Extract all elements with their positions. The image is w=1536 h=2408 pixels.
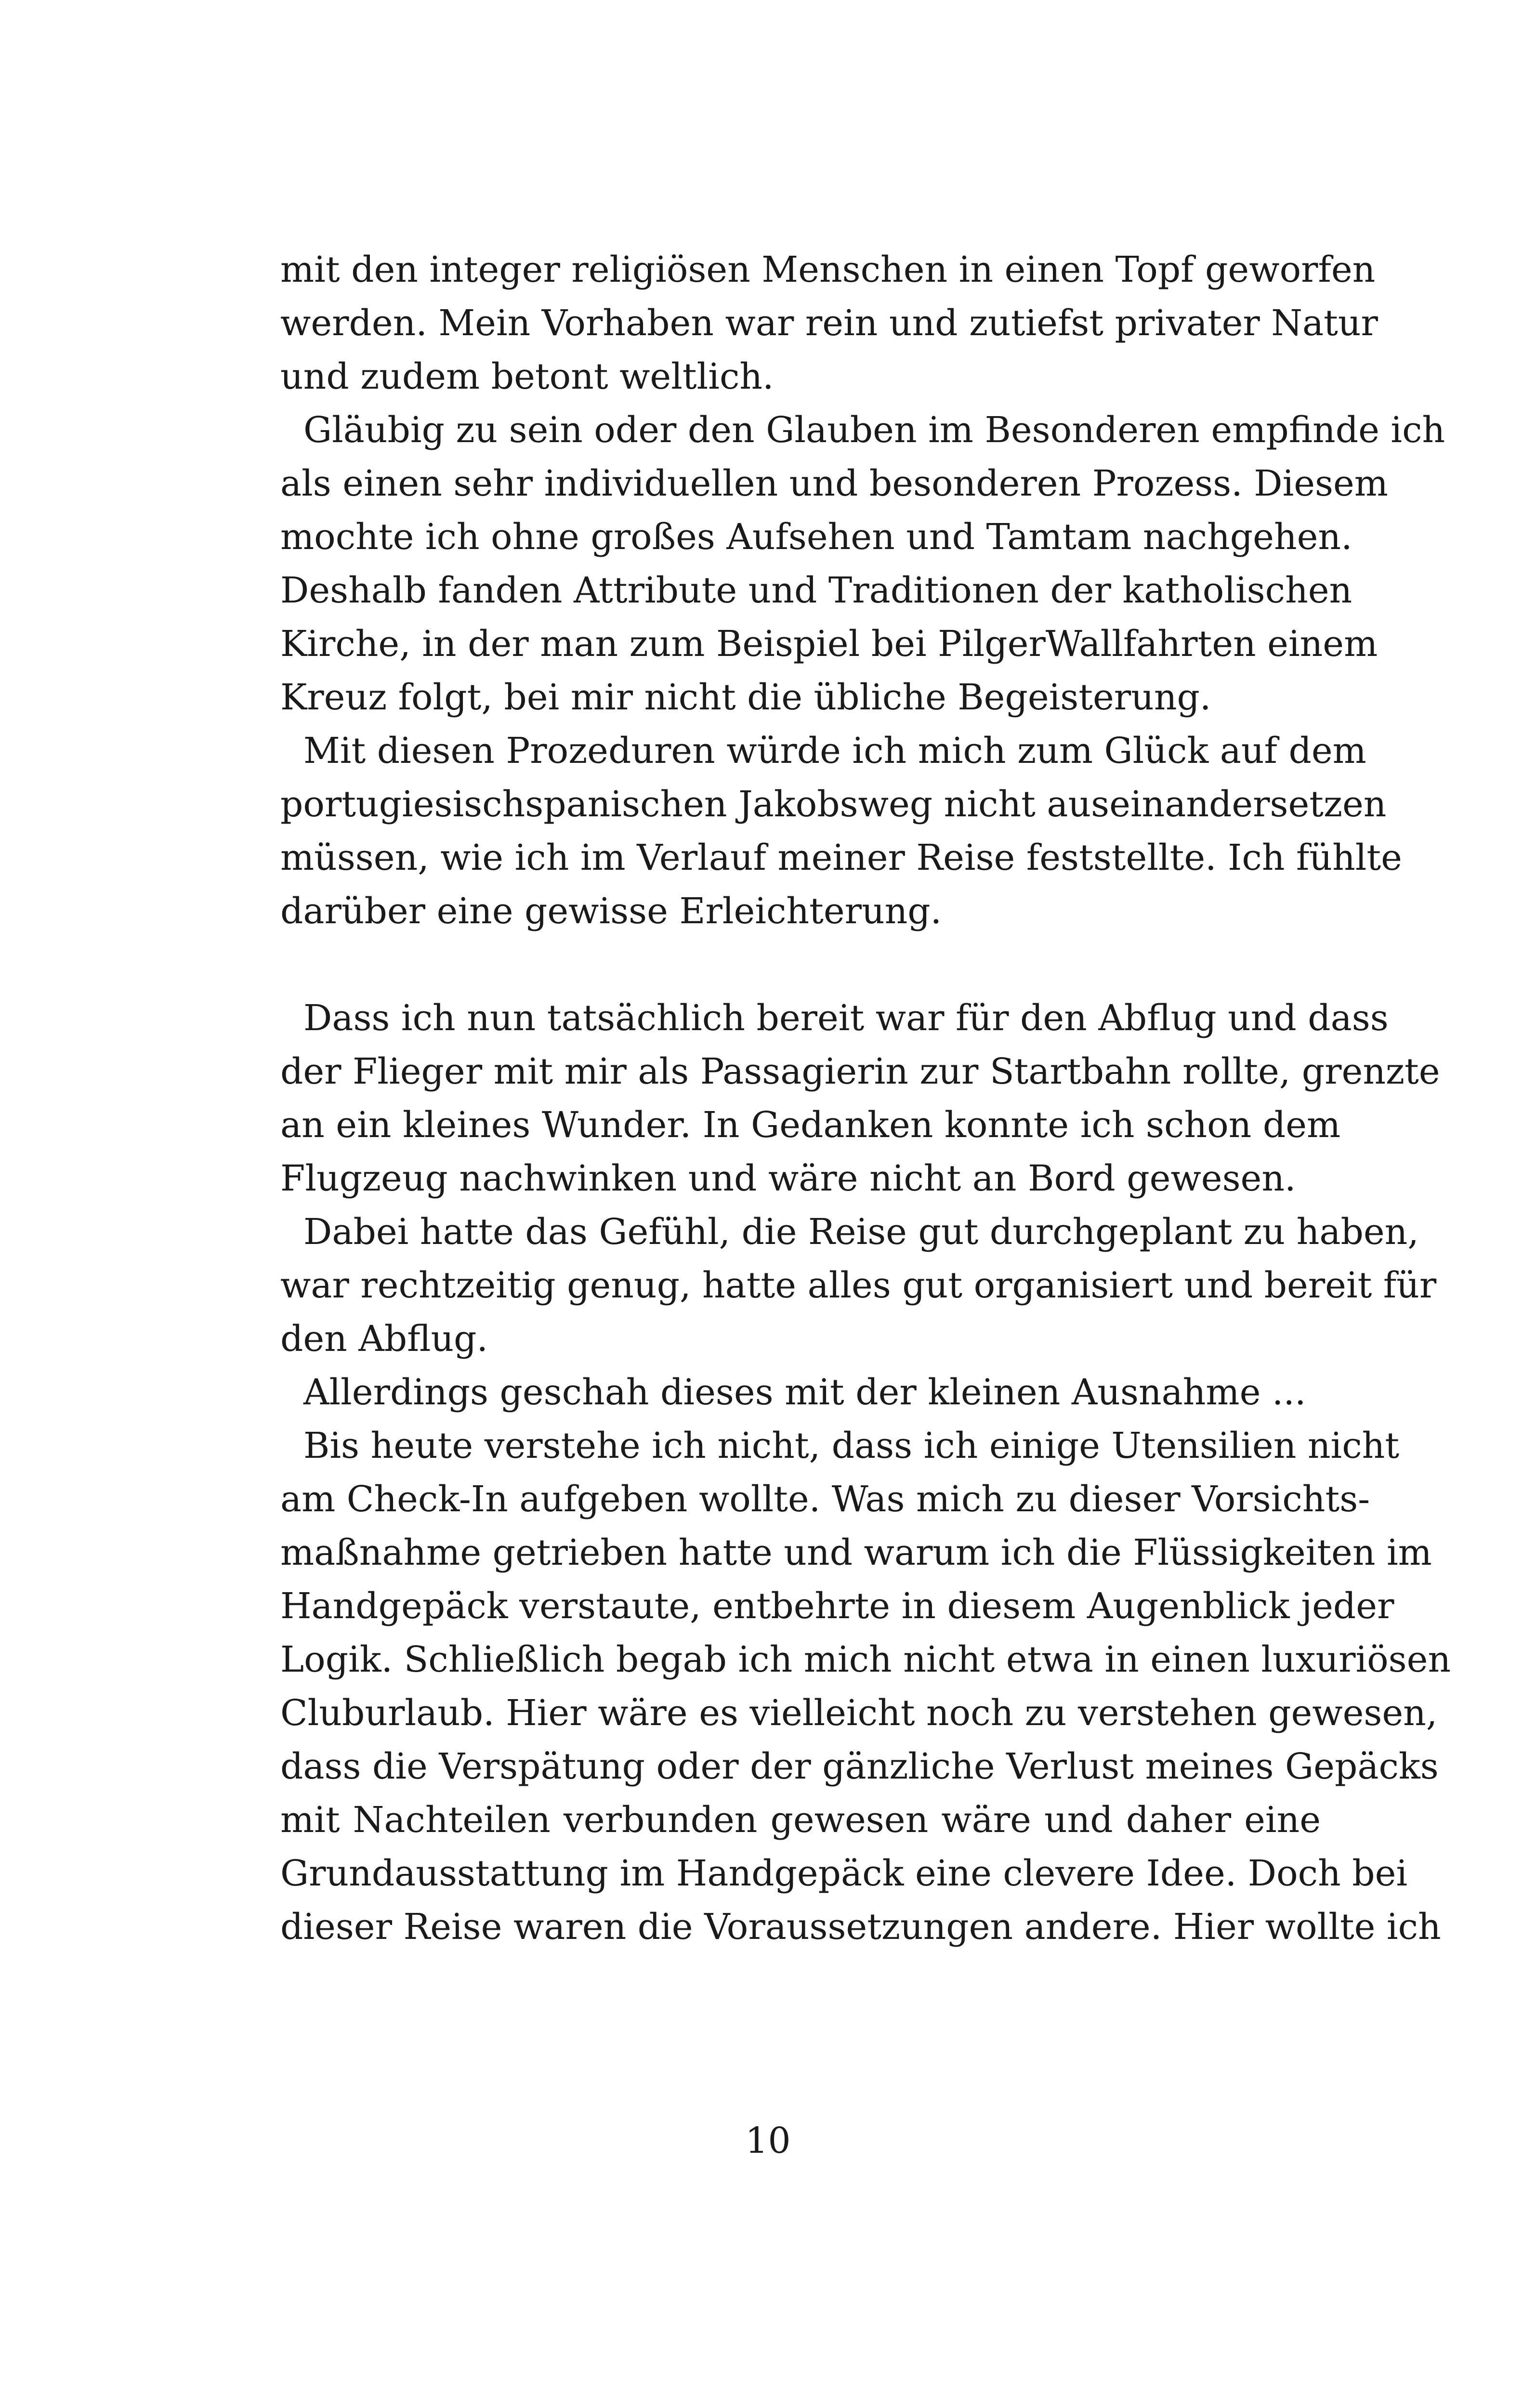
- text-line: Flugzeug nachwinken und wäre nicht an Bord gewesen.: [280, 1158, 1296, 1199]
- text-line: Grundausstattung im Handgepäck eine clevere Idee. Doch bei: [280, 1853, 1408, 1894]
- text-line: Gläubig zu sein oder den Glauben im Besonderen empfinde ich: [303, 409, 1445, 451]
- text-line: an ein kleines Wunder. In Gedanken konnte ich schon dem: [280, 1104, 1341, 1146]
- body-text: [280, 243, 1451, 1954]
- text-line: mochte ich ohne großes Aufsehen und Tamtam nachgehen.: [280, 516, 1352, 558]
- text-line: Cluburlaub. Hier wäre es vielleicht noch zu verstehen gewesen,: [280, 1692, 1438, 1734]
- text-line: war rechtzeitig genug, hatte alles gut organisiert und bereit für: [280, 1265, 1437, 1306]
- text-line: Kirche, in der man zum Beispiel bei PilgerWallfahrten einem: [280, 623, 1378, 665]
- page-number: 10: [745, 2120, 791, 2161]
- text-line: werden. Mein Vorhaben war rein und zutiefst privater Natur: [280, 302, 1378, 344]
- text-line: Logik. Schließlich begab ich mich nicht etwa in einen luxuriösen: [280, 1639, 1451, 1680]
- text-line: und zudem betont weltlich.: [280, 356, 774, 397]
- text-line: Kreuz folgt, bei mir nicht die übliche Begeisterung.: [280, 677, 1211, 718]
- text-line: Mit diesen Prozeduren würde ich mich zum Glück auf dem: [303, 730, 1366, 772]
- text-line: der Flieger mit mir als Passagierin zur Startbahn rollte, grenzte: [280, 1051, 1440, 1092]
- text-line: Dabei hatte das Gefühl, die Reise gut durchgeplant zu haben,: [303, 1211, 1419, 1253]
- text-line: portugiesischspanischen Jakobsweg nicht auseinandersetzen: [280, 784, 1387, 825]
- text-line: Deshalb fanden Attribute und Traditionen der katholischen: [280, 570, 1352, 611]
- text-line: dass die Verspätung oder der gänzliche Verlust meines Gepäcks: [280, 1746, 1439, 1787]
- text-line: dieser Reise waren die Voraussetzungen andere. Hier wollte ich: [280, 1906, 1441, 1948]
- text-line: maßnahme getrieben hatte und warum ich die Flüssigkeiten im: [280, 1532, 1432, 1573]
- text-line: mit Nachteilen verbunden gewesen wäre und daher eine: [280, 1799, 1321, 1841]
- text-line: den Abflug.: [280, 1318, 488, 1360]
- text-line: als einen sehr individuellen und besonderen Prozess. Diesem: [280, 463, 1388, 504]
- text-line: Allerdings geschah dieses mit der kleinen Ausnahme ...: [303, 1372, 1306, 1413]
- text-line: Handgepäck verstaute, entbehrte in diesem Augenblick jeder: [280, 1585, 1394, 1627]
- text-line: darüber eine gewisse Erleichterung.: [280, 890, 942, 932]
- text-line: müssen, wie ich im Verlauf meiner Reise feststellte. Ich fühlte: [280, 837, 1402, 878]
- text-line: Dass ich nun tatsächlich bereit war für den Abflug und dass: [303, 997, 1389, 1039]
- section-break: [280, 938, 1321, 992]
- text-line: am Check-In aufgeben wollte. Was mich zu dieser Vorsichts-: [280, 1479, 1370, 1520]
- text-line: Bis heute verstehe ich nicht, dass ich einige Utensilien nicht: [303, 1425, 1400, 1466]
- text-line: mit den integer religiösen Menschen in einen Topf geworfen: [280, 249, 1376, 290]
